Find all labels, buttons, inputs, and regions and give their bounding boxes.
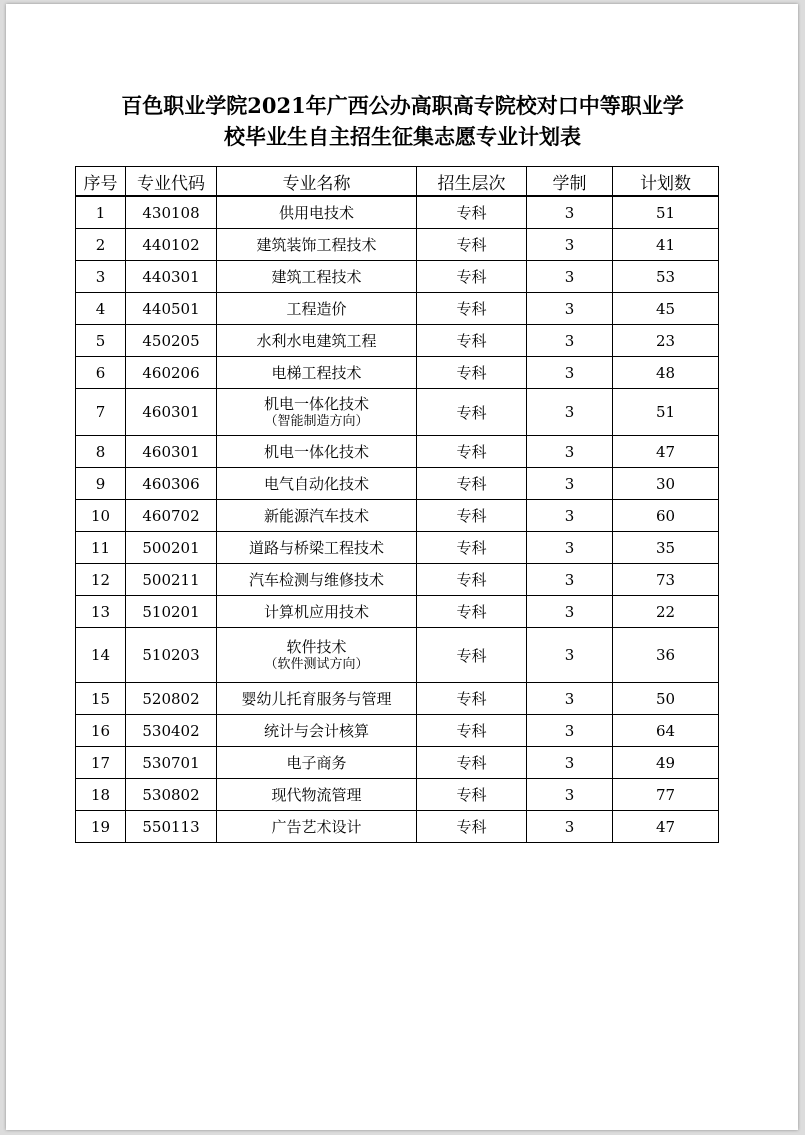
major-name-cell: [217, 357, 417, 389]
study-duration: 3: [527, 500, 613, 532]
row-number: 14: [76, 628, 126, 683]
page-title: [0, 90, 805, 152]
enrollment-level: 专科: [417, 628, 527, 683]
plan-count: 73: [613, 564, 719, 596]
major-name: 机电一体化技术: [263, 394, 369, 413]
plan-count: 30: [613, 468, 719, 500]
plan-count: 51: [613, 389, 719, 436]
study-duration: 3: [527, 357, 613, 389]
enrollment-level: 专科: [417, 564, 527, 596]
major-name: 统计与会计核算: [263, 721, 369, 740]
major-direction: （智能制造方向）: [264, 413, 369, 429]
header-level: 招生层次: [417, 167, 527, 197]
plan-count: 35: [613, 532, 719, 564]
major-name-cell: [217, 811, 417, 843]
major-name: 电气自动化技术: [263, 474, 369, 493]
title-line-2: 校毕业生自主招生征集志愿专业计划表: [224, 124, 581, 149]
header-plan-count: 计划数: [613, 167, 719, 197]
major-name: 工程造价: [286, 299, 347, 318]
table-row: [76, 532, 719, 564]
study-duration: 3: [527, 811, 613, 843]
study-duration: 3: [527, 779, 613, 811]
enrollment-level: 专科: [417, 325, 527, 357]
enrollment-level: 专科: [417, 468, 527, 500]
major-name: 道路与桥梁工程技术: [248, 538, 384, 557]
row-number: 8: [76, 436, 126, 468]
study-duration: 3: [527, 532, 613, 564]
study-duration: 3: [527, 229, 613, 261]
table-row: [76, 389, 719, 436]
study-duration: 3: [527, 436, 613, 468]
enrollment-level: 专科: [417, 747, 527, 779]
header-code: 专业代码: [126, 167, 217, 197]
major-name-cell: [217, 261, 417, 293]
plan-count: 47: [613, 811, 719, 843]
major-code: 430108: [126, 196, 217, 229]
row-number: 2: [76, 229, 126, 261]
row-number: 16: [76, 715, 126, 747]
enrollment-level: 专科: [417, 500, 527, 532]
row-number: 10: [76, 500, 126, 532]
row-number: 19: [76, 811, 126, 843]
table-row: [76, 261, 719, 293]
major-code: 450205: [126, 325, 217, 357]
major-code: 530402: [126, 715, 217, 747]
major-name-cell: [217, 747, 417, 779]
major-code: 550113: [126, 811, 217, 843]
major-name: 供用电技术: [278, 203, 354, 222]
row-number: 1: [76, 196, 126, 229]
table-row: [76, 468, 719, 500]
major-code: 520802: [126, 683, 217, 715]
row-number: 12: [76, 564, 126, 596]
major-code: 440102: [126, 229, 217, 261]
major-code: 460306: [126, 468, 217, 500]
table-row: [76, 325, 719, 357]
major-code: 530701: [126, 747, 217, 779]
major-name-cell: [217, 564, 417, 596]
major-name-cell: [217, 596, 417, 628]
table-row: [76, 683, 719, 715]
major-name: 婴幼儿托育服务与管理: [241, 689, 392, 708]
plan-count: 53: [613, 261, 719, 293]
enrollment-level: 专科: [417, 229, 527, 261]
table-row: [76, 628, 719, 683]
study-duration: 3: [527, 293, 613, 325]
major-name: 广告艺术设计: [271, 817, 362, 836]
row-number: 7: [76, 389, 126, 436]
enrollment-level: 专科: [417, 436, 527, 468]
plan-count: 77: [613, 779, 719, 811]
header-duration: 学制: [527, 167, 613, 197]
major-code: 460301: [126, 389, 217, 436]
plan-count: 49: [613, 747, 719, 779]
plan-count: 23: [613, 325, 719, 357]
study-duration: 3: [527, 389, 613, 436]
major-name-cell: [217, 389, 417, 436]
major-name-cell: [217, 628, 417, 683]
enrollment-level: 专科: [417, 811, 527, 843]
plan-count: 50: [613, 683, 719, 715]
major-name-cell: [217, 293, 417, 325]
study-duration: 3: [527, 596, 613, 628]
plan-count: 22: [613, 596, 719, 628]
title-line-1: 百色职业学院2021年广西公办高职高专院校对口中等职业学: [121, 93, 684, 118]
enrollment-level: 专科: [417, 683, 527, 715]
study-duration: 3: [527, 715, 613, 747]
major-name: 机电一体化技术: [263, 442, 369, 461]
major-code: 530802: [126, 779, 217, 811]
major-code: 460301: [126, 436, 217, 468]
plan-count: 45: [613, 293, 719, 325]
row-number: 9: [76, 468, 126, 500]
enrollment-level: 专科: [417, 715, 527, 747]
enrollment-level: 专科: [417, 196, 527, 229]
plan-count: 60: [613, 500, 719, 532]
major-code: 460702: [126, 500, 217, 532]
enrollment-level: 专科: [417, 389, 527, 436]
major-code: 460206: [126, 357, 217, 389]
enrollment-level: 专科: [417, 357, 527, 389]
row-number: 5: [76, 325, 126, 357]
table-row: [76, 564, 719, 596]
table-row: [76, 196, 719, 229]
enrollment-level: 专科: [417, 261, 527, 293]
study-duration: 3: [527, 628, 613, 683]
major-name-cell: [217, 196, 417, 229]
major-direction: （软件测试方向）: [264, 656, 369, 672]
major-name-cell: [217, 779, 417, 811]
major-name-cell: [217, 468, 417, 500]
plan-count: 64: [613, 715, 719, 747]
table-row: [76, 779, 719, 811]
table-row: [76, 293, 719, 325]
major-name-cell: [217, 532, 417, 564]
plan-count: 47: [613, 436, 719, 468]
major-name-cell: [217, 436, 417, 468]
table-row: [76, 715, 719, 747]
row-number: 3: [76, 261, 126, 293]
plan-count: 51: [613, 196, 719, 229]
table-row: [76, 747, 719, 779]
row-number: 17: [76, 747, 126, 779]
major-name-cell: [217, 500, 417, 532]
row-number: 13: [76, 596, 126, 628]
table-header-row: [76, 167, 719, 197]
major-name: 计算机应用技术: [263, 602, 369, 621]
major-code: 440501: [126, 293, 217, 325]
row-number: 15: [76, 683, 126, 715]
table-row: [76, 436, 719, 468]
major-name: 水利水电建筑工程: [256, 331, 377, 350]
major-code: 500211: [126, 564, 217, 596]
table-row: [76, 357, 719, 389]
study-duration: 3: [527, 261, 613, 293]
row-number: 6: [76, 357, 126, 389]
table-row: [76, 811, 719, 843]
major-name: 现代物流管理: [271, 785, 362, 804]
major-code: 510203: [126, 628, 217, 683]
major-code: 510201: [126, 596, 217, 628]
enrollment-level: 专科: [417, 596, 527, 628]
major-name: 软件技术: [286, 637, 347, 656]
study-duration: 3: [527, 564, 613, 596]
enrollment-level: 专科: [417, 532, 527, 564]
major-name: 电子商务: [286, 753, 347, 772]
header-number: 序号: [76, 167, 126, 197]
table-row: [76, 596, 719, 628]
enrollment-plan-table: [75, 166, 719, 843]
major-name-cell: [217, 715, 417, 747]
table-row: [76, 229, 719, 261]
major-name: 新能源汽车技术: [263, 506, 369, 525]
major-name-cell: [217, 229, 417, 261]
major-code: 440301: [126, 261, 217, 293]
plan-count: 36: [613, 628, 719, 683]
major-name-cell: [217, 683, 417, 715]
row-number: 18: [76, 779, 126, 811]
study-duration: 3: [527, 196, 613, 229]
study-duration: 3: [527, 747, 613, 779]
study-duration: 3: [527, 325, 613, 357]
row-number: 4: [76, 293, 126, 325]
major-name: 建筑装饰工程技术: [256, 235, 377, 254]
enrollment-level: 专科: [417, 779, 527, 811]
plan-count: 48: [613, 357, 719, 389]
study-duration: 3: [527, 468, 613, 500]
header-major-name: 专业名称: [217, 167, 417, 197]
table-row: [76, 500, 719, 532]
enrollment-level: 专科: [417, 293, 527, 325]
major-name: 建筑工程技术: [271, 267, 362, 286]
major-code: 500201: [126, 532, 217, 564]
row-number: 11: [76, 532, 126, 564]
study-duration: 3: [527, 683, 613, 715]
major-name: 电梯工程技术: [271, 363, 362, 382]
plan-count: 41: [613, 229, 719, 261]
major-name-cell: [217, 325, 417, 357]
major-name: 汽车检测与维修技术: [248, 570, 384, 589]
